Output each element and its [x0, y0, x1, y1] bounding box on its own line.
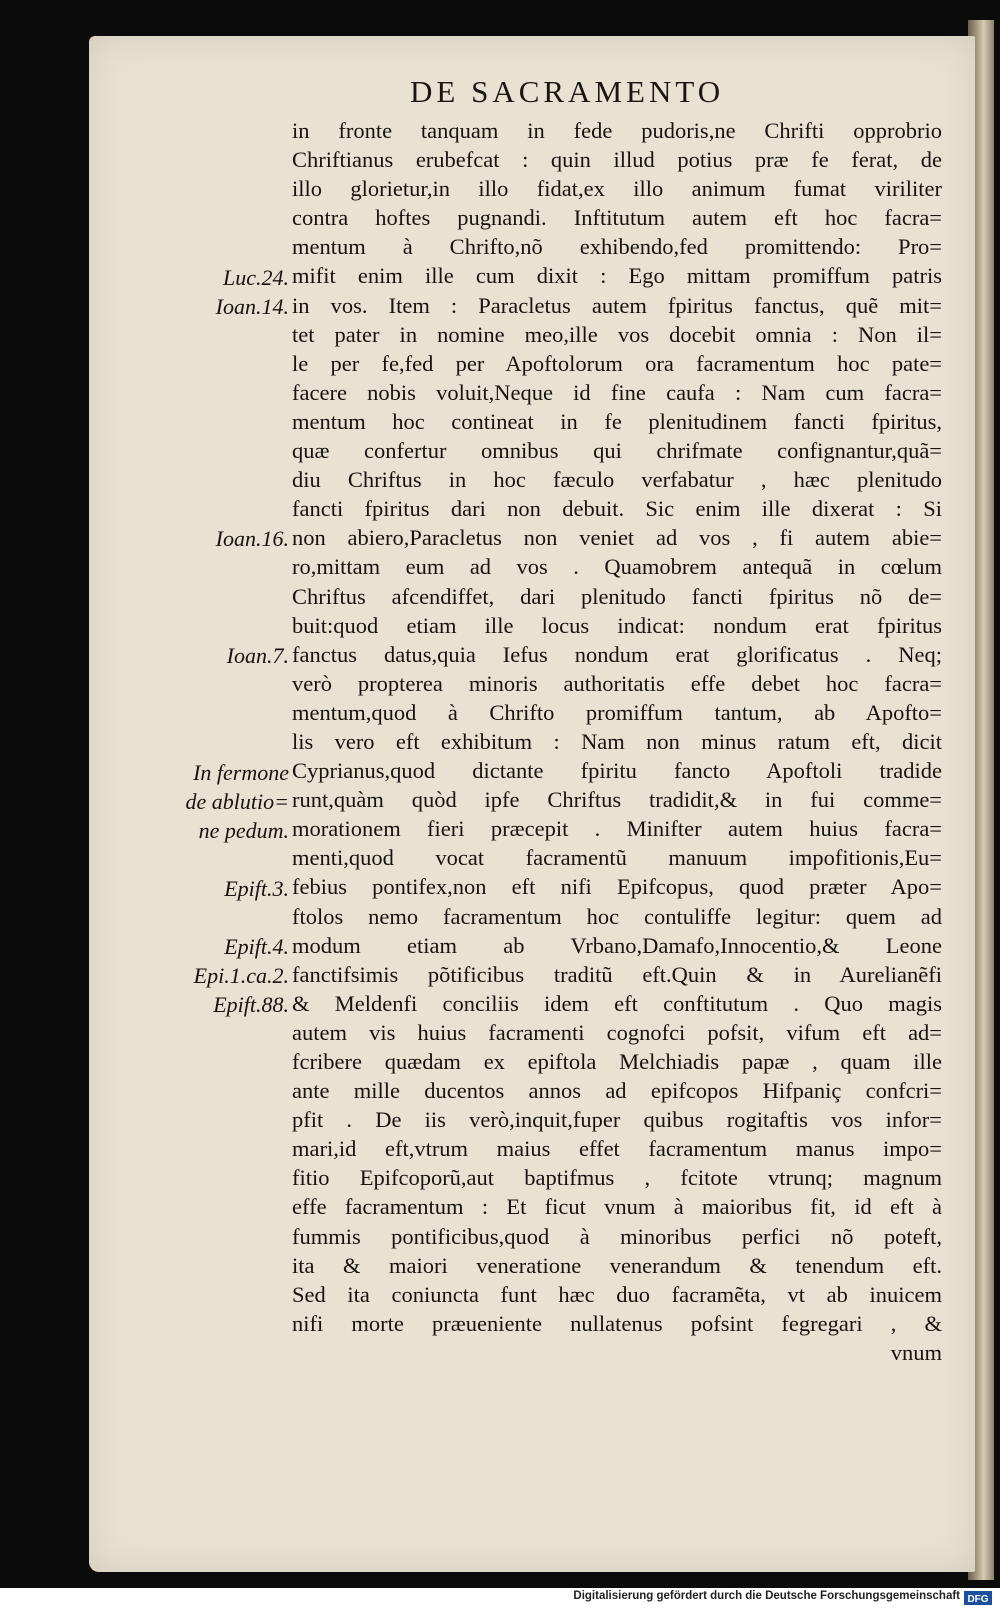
text-line: fcribere quædam ex epiftola Melchiadis papæ , quam ille	[292, 1049, 942, 1074]
text-line: Chriftianus erubefcat : quin illud potius præ fe ferat, de	[292, 147, 942, 173]
text-line: autem vis huius facramenti cognofci pofsit, vifum eft ad=	[292, 1019, 942, 1045]
funding-credit: Digitalisierung gefördert durch die Deutsche Forschungsgemeinschaft	[573, 1590, 960, 1602]
text-line: modum etiam ab Vrbano,Damafo,Innocentio,& Leone	[292, 932, 942, 958]
marginal-note: ne pedum.	[198, 818, 289, 843]
text-line: morationem fieri præcepit . Minifter autem huius facra=	[292, 816, 942, 842]
text-line: pfit . De iis verò,inquit,fuper quibus rogitaftis vos infor=	[292, 1107, 942, 1133]
text-line: ftolos nemo facramentum hoc contuliffe legitur: quem ad	[292, 903, 942, 929]
marginal-note: de ablutio=	[185, 789, 289, 814]
text-line: contra hoftes pugnandi. Inftitutum autem eft hoc facra=	[292, 205, 942, 231]
marginal-note: Epift.3.	[224, 876, 289, 901]
text-line: lis vero eft exhibitum : Nam non minus ratum eft, dicit	[292, 728, 942, 754]
text-line: Chriftus afcendiffet, dari plenitudo fancti fpiritus nõ de=	[292, 583, 942, 609]
text-line: & Meldenfi conciliis idem eft conftitutum . Quo magis	[292, 990, 942, 1016]
text-line: effe facramentum : Et ficut vnum à maioribus fit, id eft à	[292, 1194, 942, 1220]
text-line: fanctifsimis põtificibus traditũ eft.Quin & in Aurelianẽfi	[292, 961, 942, 987]
text-line: febius pontifex,non eft nifi Epifcopus, quod præter Apo=	[292, 874, 942, 900]
marginal-note: Ioan.7.	[226, 643, 289, 668]
text-line: fummis pontificibus,quod à minoribus perfici nõ poteft,	[292, 1223, 942, 1249]
main-text-block	[292, 116, 942, 1367]
marginal-note: Epift.4.	[224, 934, 289, 959]
dfg-logo	[964, 1591, 992, 1605]
text-line: fitio Epifcoporũ,aut baptifmus , fcitote vtrunq; magnum	[292, 1165, 942, 1191]
text-line: Cyprianus,quod dictante fpiritu fancto Apoftoli tradide	[292, 758, 942, 784]
text-line: non abiero,Paracletus non veniet ad vos , fi autem abie=	[292, 525, 942, 551]
text-line: ante mille ducentos annos ad epifcopos Hifpaniç confcri=	[292, 1078, 942, 1104]
text-line: facere nobis voluit,Neque id fine caufa : Nam cum facra=	[292, 379, 942, 405]
text-line: illo glorietur,in illo fidat,ex illo animum fumat viriliter	[292, 176, 942, 202]
text-line: mari,id eft,vtrum maius effet facramentum manus impo=	[292, 1136, 942, 1162]
text-line: in vos. Item : Paracletus autem fpiritus fanctus, quẽ mit=	[292, 292, 942, 318]
text-line: in fronte tanquam in fede pudoris,ne Chrifti opprobrio	[292, 118, 942, 143]
marginal-note: Epi.1.ca.2.	[193, 963, 289, 988]
text-line: nifi morte præueniente nullatenus pofsint fegregari , &	[292, 1310, 942, 1336]
text-line: mentum à Chrifto,nõ exhibendo,fed promittendo: Pro=	[292, 234, 942, 260]
text-line: Sed ita coniuncta funt hæc duo facramẽta, vt ab inuicem	[292, 1281, 942, 1307]
marginal-note: Ioan.16.	[215, 526, 289, 551]
text-line: verò propterea minoris authoritatis effe debet hoc facra=	[292, 670, 942, 696]
text-line: quæ confertur omnibus qui chrifmate confignantur,quã=	[292, 438, 942, 464]
catchword: vnum	[890, 1339, 942, 1365]
text-line: le per fe,fed per Apoftolorum ora facramentum hoc pate=	[292, 350, 942, 376]
text-line: runt,quàm quòd ipfe Chriftus tradidit,& in fui comme=	[292, 787, 942, 813]
text-line: tet pater in nomine meo,ille vos docebit omnia : Non il=	[292, 321, 942, 347]
running-head: DE SACRAMENTO	[410, 74, 725, 109]
marginal-note: Ioan.14.	[215, 294, 289, 319]
text-line: mifit enim ille cum dixit : Ego mittam promiffum patris	[292, 263, 942, 289]
dfg-logo-text: DFG	[967, 1594, 989, 1605]
marginal-note: Epift.88.	[213, 992, 289, 1017]
text-line: diu Chriftus in hoc fæculo verfabatur , hæc plenitudo	[292, 467, 942, 493]
marginal-note: Luc.24.	[223, 265, 289, 290]
text-line: ita & maiori veneratione venerandum & tenendum eft.	[292, 1252, 942, 1278]
text-line: buit:quod etiam ille locus indicat: nondum erat fpiritus	[292, 612, 942, 638]
text-line: mentum hoc contineat in fe plenitudinem fancti fpiritus,	[292, 408, 942, 434]
marginal-note: In fermone	[193, 760, 289, 785]
text-line: menti,quod vocat facramentũ manuum impofitionis,Eu=	[292, 845, 942, 871]
text-line: mentum,quod à Chrifto promiffum tantum, ab Apofto=	[292, 699, 942, 725]
text-line: fanctus datus,quia Iefus nondum erat glorificatus . Neq;	[292, 641, 942, 667]
text-line: ro,mittam eum ad vos . Quamobrem antequã in cœlum	[292, 554, 942, 580]
text-line: fancti fpiritus dari non debuit. Sic enim ille dixerat : Si	[292, 496, 942, 522]
